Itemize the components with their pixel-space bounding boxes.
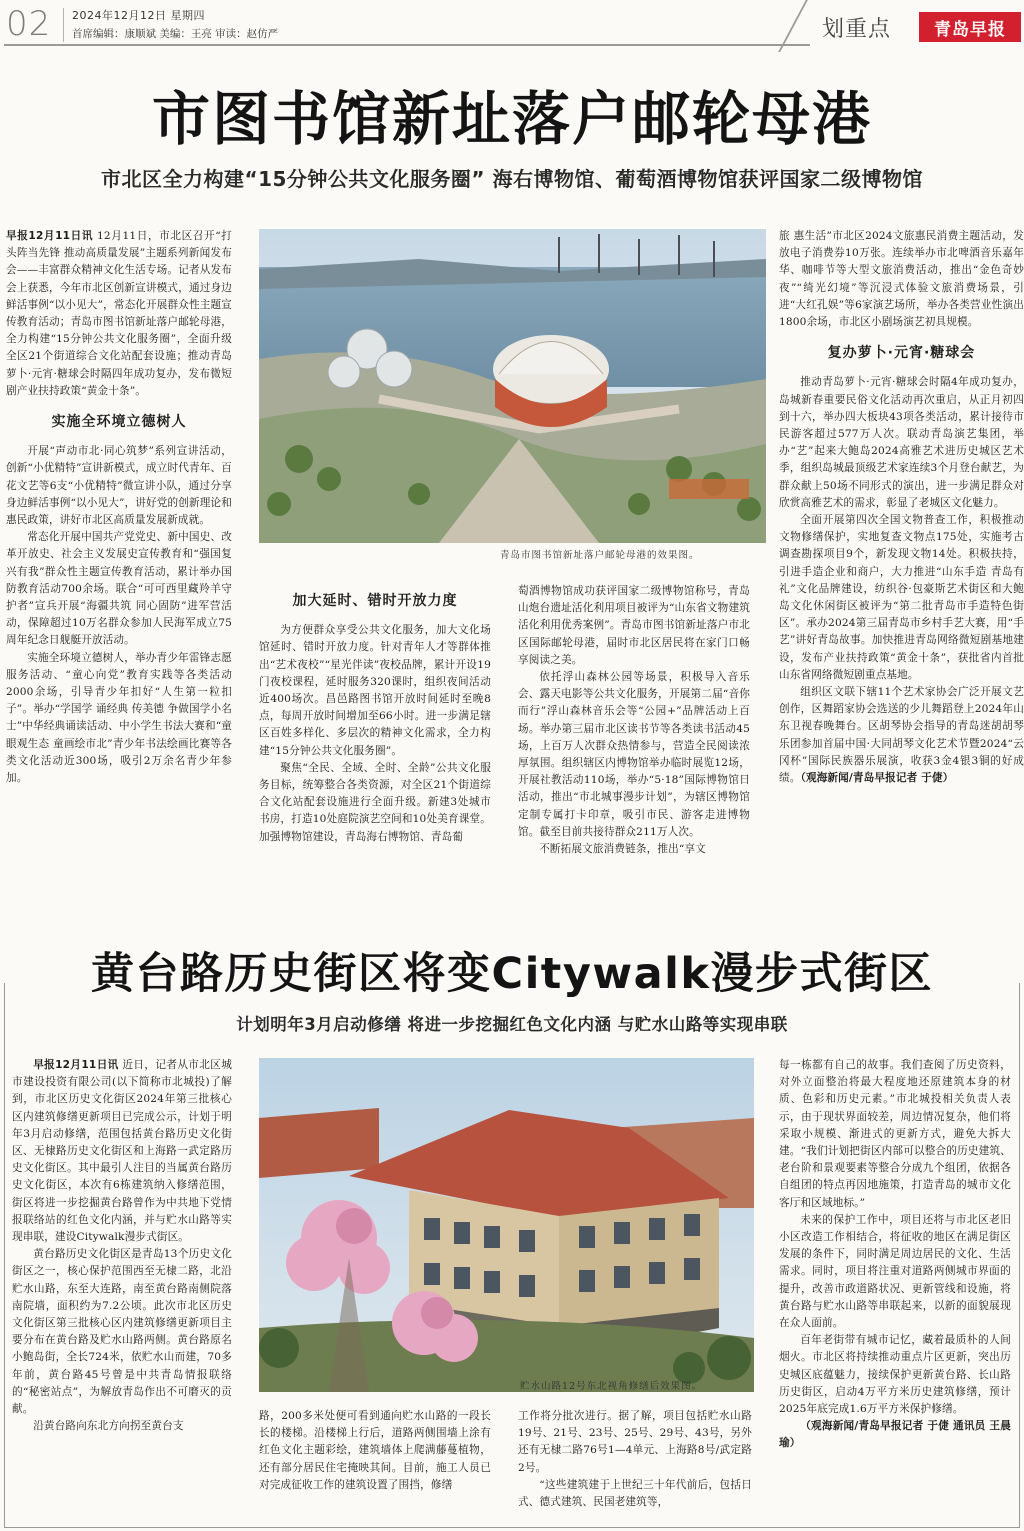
- story1-headline: 市图书馆新址落户邮轮母港: [151, 85, 872, 153]
- paragraph: 旅 惠生活”市北区2024文旅惠民消费主题活动，发放电子消费券10万张。连续举办市北啤酒音乐嘉年华、咖啡节等大型文旅消费活动，推出“金色奇妙夜”“绮光幻境”等沉浸式体验文旅消费场景，引进“大红孔娱”等6家演艺场所，举办各类营业性演出1800余场，市北区小剧场演艺初具规模。: [779, 230, 1024, 329]
- paragraph: 百年老街带有城市记忆，藏着最质朴的人间烟火。市北区将持续推动重点片区更新，突出历史城区底蕴魅力，接续保护更新黄台路、长山路历史街区，启动4万平方米历史建筑修缮，预计2025年底完成1.6万平方米保护修缮。: [779, 1334, 1011, 1416]
- paragraph: 组织区文联下辖11个艺术家协会广泛开展文艺创作，区舞蹈家协会选送的少儿舞蹈登上2024年山东卫视春晚舞台。区胡琴协会指导的青岛迷胡胡琴乐团参加首届中国·大同胡琴文化艺术节暨2024“云冈杯”国际民族器乐展演，收获3金4银3铜的好成绩。: [779, 686, 1024, 785]
- paragraph: 开展“声动市北·同心筑梦”系列宣讲活动，创新“小优精特”宣讲新模式，成立时代青年、百花文艺等6支“小优精特”微宣讲小队，通过分享身边鲜活事例“以小见大”，讲好党的创新理论和惠民政策，讲好市北区高质量发展新成就。: [6, 445, 232, 527]
- header-divider: [63, 8, 64, 42]
- story1-column-2: [259, 583, 491, 918]
- paragraph: 黄台路历史文化街区是青岛13个历史文化街区之一，核心保护范围西至无棣二路，北沿贮水山路，东至大连路，南至黄台路南侧院落南院墙，面积约为7.2公顷。此次市北区历史文化街区第三批核心区内建筑修缮更新项目主要分布在黄台路及贮水山路两侧。黄台路原名小鲍岛街，全长724米，依贮水山而建，70多年前，黄台路45号曾是中共青岛情报联络的“秘密站点”，为解放青岛作出不可磨灭的贡献。: [12, 1248, 232, 1416]
- section-subhead: 复办萝卜·元宵·糖球会: [827, 345, 976, 362]
- paragraph: 为方便群众享受公共文化服务，加大文化场馆延时、错时开放力度。针对青年人才等群体推出“艺术夜校”“星光伴读”夜校品牌，累计开设19门夜校课程，延时服务320课时，组织夜间活动近400场次。昌邑路图书馆开放时间延时至晚8点，每周开放时间增加至66小时。进一步满足辖区百姓多样化、多层次的精神文化需求，全力构建“15分钟公共文化服务圈”。: [259, 624, 491, 757]
- story2-subheadline: 计划明年3月启动修缮 将进一步挖掘红色文化内涵 与贮水山路等实现串联: [236, 1015, 788, 1034]
- building-rendering-photo: [259, 1058, 754, 1392]
- paragraph: “这些建筑建于上世纪三十年代前后，包括日式、德式建筑、民国老建筑等，: [518, 1478, 752, 1509]
- paragraph: 依托浮山森林公园等场景，积极导入音乐会、露天电影等公共文化服务，开展第二届“音你而行”浮山森林音乐会等“公园+”品牌活动上百场。举办第三届市北区读书节等各类读书活动45场，上百万人次群众热情参与，营造全民阅读浓厚氛围。组织辖区内博物馆举办临时展览12场，开展社教活动110场，举办“5·18”国际博物馆日活动，推出“市北城事漫步计划”，为辖区博物馆定制专属打卡印章，吸引市民、游客走进博物馆。截至目前共接待群众211万人次。: [518, 671, 750, 838]
- story1-column-4: [779, 228, 1024, 918]
- paragraph: 未来的保护工作中，项目还将与市北区老旧小区改造工作相结合，将征收的地区在满足街区发展的条件下，同时满足周边居民的文化、生活需求。同时，项目将注重对道路两侧城市界面的提升，改善市政道路状况、更新管线和设施，将黄台路与贮水山路等串联起来，以新的面貌展现在众人面前。: [779, 1213, 1011, 1330]
- section-subhead: 加大延时、错时开放力度: [292, 593, 458, 609]
- story2-column-4: [779, 1057, 1011, 1521]
- photo-caption: 青岛市图书馆新址落户邮轮母港的效果图。: [500, 550, 700, 561]
- story2-column-2: [259, 1408, 491, 1520]
- section-subhead: 实施全环境立德树人: [51, 414, 187, 431]
- paragraph: 每一栋都有自己的故事。我们查阅了历史资料，对外立面整治将最大程度地还原建筑本身的材质、色彩和历史元素。”市北城投相关负责人表示，由于现状界面较差，周边情况复杂，他们将采取小规模、渐进式的更新方式，避免大拆大建。“我们计划把街区内部可以整合的历史建筑、老台阶和景观要素等整合分成九个组团，依据各自组团的特点再因地施策，打造青岛的城市文化客厅和区域地标。”: [779, 1059, 1011, 1209]
- paragraph: 工作将分批次进行。据了解，项目包括贮水山路19号、21号、23号、25号、29号、43号，另外还有无棣二路76号1—4单元、上海路8号/武定路2号。: [518, 1410, 752, 1474]
- paragraph: 聚焦“全民、全域、全时、全龄”公共文化服务目标，统筹整合各类资源，对全区21个街道综合文化站配套设施进行全面升级。新建3处城市书房，打造10处庭院演艺空间和10处美育课堂。加强博物馆建设，青岛海右博物馆、青岛葡: [259, 761, 491, 843]
- paragraph: 路，200多米处便可看到通向贮水山路的一段长长的楼梯。沿楼梯上行后，道路两侧围墙上涂有红色文化主题彩绘，建筑墙体上爬满藤蔓植物，还有部分居民住宅掩映其间。目前，施工人员已对完成征收工作的建筑设置了围挡，修缮: [259, 1410, 491, 1491]
- paragraph: 实施全环境立德树人，举办青少年雷锋志愿服务活动、“童心向党”教育实践等各类活动2000余场，引导青少年扣好“人生第一粒扣子”。举办“学国学 诵经典 传美德 争做国学小名士”中华经典诵读活动、中小学生书法大赛和“童眼观生态 童画绘市北”青少年书法绘画比赛等各类文化活动近300场，吸引2万余名青少年参加。: [6, 651, 232, 785]
- header-date: 2024年12月12日 星期四: [72, 9, 205, 22]
- paragraph: 常态化开展中国共产党党史、新中国史、改革开放史、社会主义发展史宣传教育和“强国复兴有我”群众性主题宣传教育活动，累计举办国防教育活动700余场。联合“可可西里藏羚羊守护者”宣兵开展“海疆共筑 同心固防”进军营活动，保障超过10万名群众参加人民海军成立75周年纪念日舰艇开放活动。: [6, 531, 232, 647]
- section-label: 划重点: [822, 17, 892, 42]
- library-rendering-photo: [259, 229, 766, 543]
- brand-logo: 青岛早报: [919, 12, 1021, 42]
- story1-column-1: [6, 228, 232, 918]
- header-rule: [4, 44, 810, 46]
- paragraph: 沿黄台路向东北方向拐至黄台支: [33, 1420, 184, 1433]
- page-number: 02: [6, 4, 52, 44]
- dateline: 早报12月11日讯: [33, 1059, 119, 1071]
- story2-column-1: [12, 1057, 232, 1521]
- story1-subheadline: 市北区全力构建“15分钟公共文化服务圈” 海右博物馆、葡萄酒博物馆获评国家二级博物馆: [100, 167, 924, 191]
- paragraph: 全面开展第四次全国文物普查工作，积极推动文物修缮保护，实地复查文物点175处，实施考古调查勘探项目9个，新发现文物14处。积极扶持，引进手造企业和商户，大力推进“山东手造 青岛有礼”文化品牌建设，纺织谷·包豪斯艺术街区和大鲍岛文化休闲街区被评为“第二批青岛市手造特色街区”。承办2024第三届青岛市乡村手艺大赛，用“手艺”讲好青岛故事。加快推进青岛网络微短剧基地建设，发布产业扶持政策“黄金十条”，获批省内首批山东省网络微短剧重点基地。: [779, 514, 1024, 681]
- story2-column-3: [518, 1408, 752, 1520]
- header-editors: 首席编辑：康顺斌 美编：王亮 审读：赵仿严: [72, 28, 279, 40]
- byline: （观海新闻/青岛早报记者 于倢）: [800, 772, 954, 785]
- paragraph: 近日，记者从市北区城市建设投资有限公司(以下简称市北城投)了解到，市北区历史文化街区2024年第三批核心区内建筑修缮更新项目已完成公示，计划于明年3月启动修缮，范围包括黄台路历史文化街区、无棣路历史文化街区和上海路一武定路历史文化街区。其中最引人注目的当属黄台路历史文化街区，本次有6栋建筑纳入修缮范围，街区将进一步挖掘黄台路曾作为中共地下党情报联络站的红色文化内涵，并与贮水山路等实现串联，建设Citywalk漫步式街区。: [12, 1059, 232, 1244]
- paragraph: 萄酒博物馆成功获评国家二级博物馆称号，青岛山炮台遗址活化利用项目被评为“山东省文物建筑活化利用优秀案例”。青岛市图书馆新址落户市北区国际邮轮母港，届时市北区居民将在家门口畅享阅读之美。: [518, 585, 750, 666]
- byline: （观海新闻/青岛早报记者 于倢 通讯员 王晨瑜）: [779, 1420, 1011, 1450]
- paragraph: 12月11日，市北区召开“打头阵当先锋 推动高质量发展”主题系列新闻发布会——丰富群众精神文化生活专场。记者从发布会上获悉，今年市北区创新宣讲模式，通过身边鲜活事例“以小见大”，常态化开展群众性主题宣传教育活动；青岛市图书馆新址落户邮轮母港，全力构建“15分钟公共文化服务圈”，全面升级全区21个街道综合文化站配套设施；推动青岛萝卜·元宵·糖球会时隔四年成功复办，发布微短剧产业扶持政策“黄金十条”。: [6, 230, 232, 397]
- dateline: 早报12月11日讯: [6, 230, 94, 242]
- photo-caption: 贮水山路12号东北视角修缮后效果图。: [520, 1381, 703, 1392]
- paragraph: 不断拓展文旅消费链条，推出“享文: [539, 843, 706, 856]
- story1-column-3: [518, 583, 750, 918]
- story2-headline: 黄台路历史街区将变Citywalk漫步式街区: [91, 949, 933, 999]
- paragraph: 推动青岛萝卜·元宵·糖球会时隔4年成功复办，岛城新春重要民俗文化活动再次重启，从正月初四到十六，举办四大板块43项各类活动，累计接待市民游客超过577万人次。联动青岛演艺集团，举办“艺”起来大鲍岛2024高雅艺术进历史城区艺术季，组织岛城最顶级艺术家连续3个月登台献艺，为群众献上50场不同形式的演出，进一步满足群众对欣赏高雅艺术的需求，彰显了老城区文化魅力。: [779, 376, 1024, 509]
